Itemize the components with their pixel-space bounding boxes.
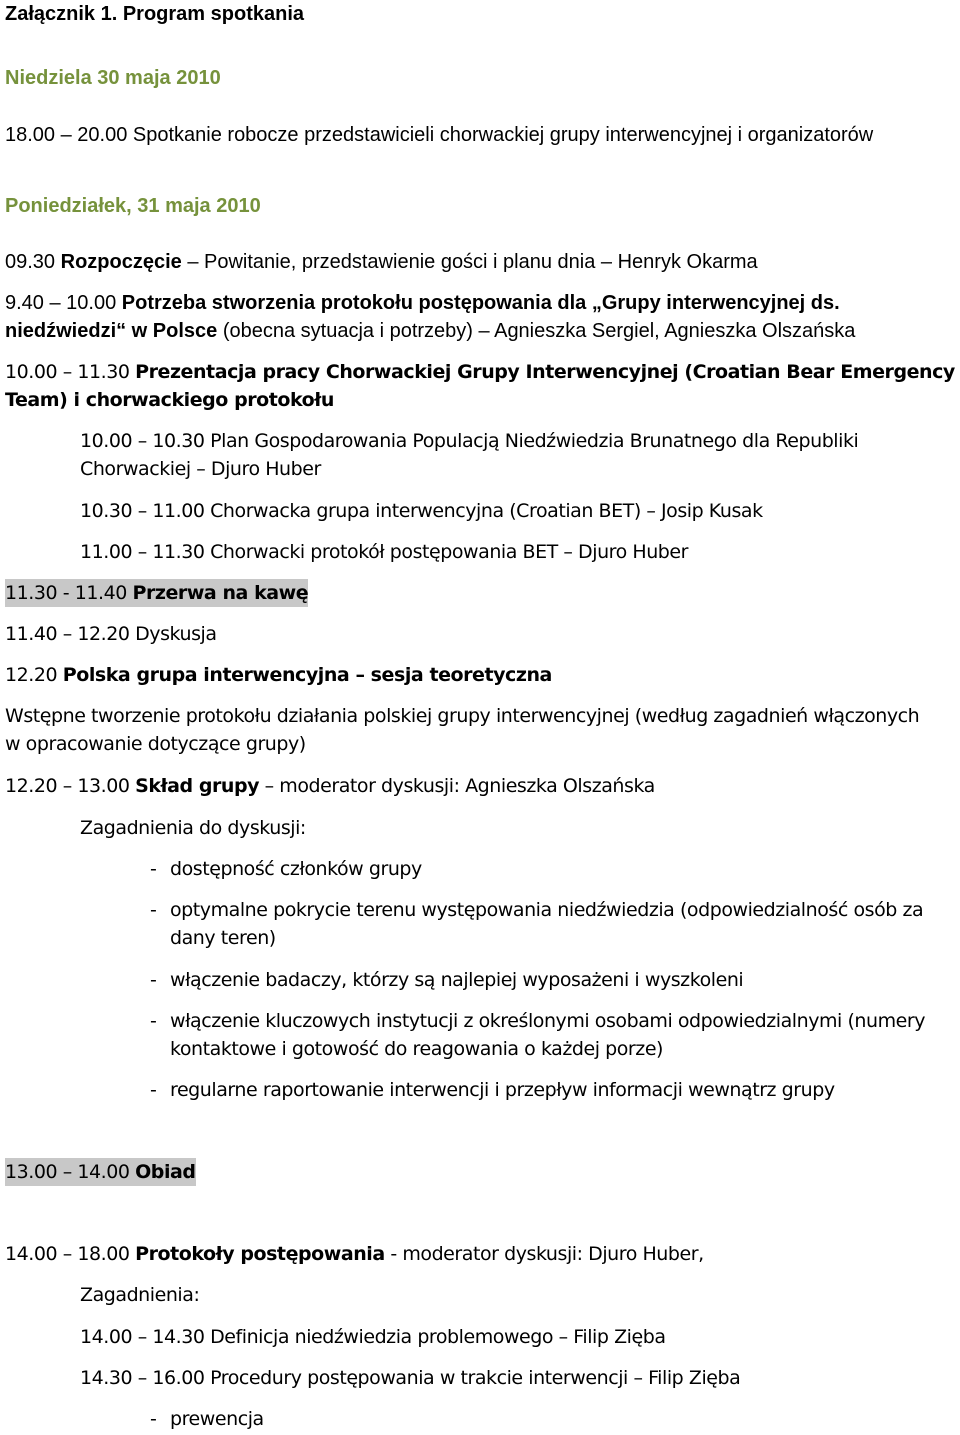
topics-label: Zagadnienia do dyskusji: xyxy=(80,817,306,839)
list-item-prevention: prewencja xyxy=(170,1408,264,1430)
session-title: Rozpoczęcie xyxy=(60,251,182,273)
session-description: Wstępne tworzenie protokołu działania polskiej grupy interwencyjnej (według zagadnień włączonych xyxy=(5,705,920,727)
session-title: Protokoły postępowania xyxy=(135,1243,385,1265)
list-bullet: - xyxy=(150,858,157,880)
session-title: Prezentacja pracy Chorwackiej Grupy Interwencyjnej (Croatian Bear Emergency xyxy=(135,361,955,383)
sub-item-problem-bear: 14.00 – 14.30 Definicja niedźwiedzia problemowego – Filip Zięba xyxy=(80,1326,666,1348)
list-item: optymalne pokrycie terenu występowania niedźwiedzia (odpowiedzialność osób za xyxy=(170,899,924,921)
agenda-item-protocol-need xyxy=(5,289,840,317)
list-bullet: - xyxy=(150,1010,157,1032)
list-item: włączenie badaczy, którzy są najlepiej wyposażeni i wyszkoleni xyxy=(170,969,744,991)
time: 11.30 - 11.40 xyxy=(5,582,127,604)
session-details: – Powitanie, przedstawienie gości i planu dnia – Henryk Okarma xyxy=(181,251,758,273)
time: 09.30 xyxy=(5,251,56,273)
list-item: regularne raportowanie interwencji i przepływ informacji wewnątrz grupy xyxy=(170,1079,835,1101)
agenda-item-discussion: 11.40 – 12.20 Dyskusja xyxy=(5,623,217,645)
agenda-item-protocols xyxy=(5,1240,704,1268)
sub-item-procedures: 14.30 – 16.00 Procedury postępowania w trakcie interwencji – Filip Zięba xyxy=(80,1367,741,1389)
list-bullet: - xyxy=(150,1079,157,1101)
session-title: Skład grupy xyxy=(135,775,260,797)
topics-label-2: Zagadnienia: xyxy=(80,1284,200,1306)
session-details: - moderator dyskusji: Djuro Huber, xyxy=(384,1243,704,1265)
session-details: – moderator dyskusji: Agnieszka Olszańska xyxy=(259,775,655,797)
session-title-cont: niedźwiedzi“ w Polsce xyxy=(5,320,218,342)
session-title: Obiad xyxy=(135,1161,196,1183)
list-bullet: - xyxy=(150,1408,157,1430)
list-item: włączenie kluczowych instytucji z określonymi osobami odpowiedzialnymi (numery xyxy=(170,1010,926,1032)
list-item-cont: dany teren) xyxy=(170,927,276,949)
session-description-cont: w opracowanie dotyczące grupy) xyxy=(5,733,306,755)
session-title: Polska grupa interwencyjna – sesja teoretyczna xyxy=(62,664,552,686)
page-title: Załącznik 1. Program spotkania xyxy=(5,3,304,25)
time: 9.40 – 10.00 xyxy=(5,292,117,314)
agenda-item-lunch xyxy=(5,1158,196,1186)
list-bullet: - xyxy=(150,899,157,921)
agenda-item-opening xyxy=(5,248,758,276)
time: 12.20 – 13.00 xyxy=(5,775,130,797)
time: 14.00 – 18.00 xyxy=(5,1243,130,1265)
list-item-cont: kontaktowe i gotowość do reagowania o każdej porze) xyxy=(170,1038,664,1060)
day-heading-sunday: Niedziela 30 maja 2010 xyxy=(5,67,221,89)
sub-item-bet-protocol: 11.00 – 11.30 Chorwacki protokół postępowania BET – Djuro Huber xyxy=(80,541,689,563)
sub-item-croatian-bet: 10.30 – 11.00 Chorwacka grupa interwencyjna (Croatian BET) – Josip Kusak xyxy=(80,500,763,522)
time: 12.20 xyxy=(5,664,58,686)
sub-item-management-plan: 10.00 – 10.30 Plan Gospodarowania Populacją Niedźwiedzia Brunatnego dla Republiki xyxy=(80,430,859,452)
list-item: dostępność członków grupy xyxy=(170,858,422,880)
agenda-item-working-meeting: 18.00 – 20.00 Spotkanie robocze przedstawicieli chorwackiej grupy interwencyjnej i organizatorów xyxy=(5,124,874,146)
session-title: Przerwa na kawę xyxy=(132,582,309,604)
session-title: Potrzeba stworzenia protokołu postępowania dla „Grupy interwencyjnej ds. xyxy=(121,292,840,314)
time: 13.00 – 14.00 xyxy=(5,1161,130,1183)
agenda-item-protocol-need-cont xyxy=(5,317,855,345)
day-heading-monday: Poniedziałek, 31 maja 2010 xyxy=(5,195,261,217)
sub-item-management-plan-cont: Chorwackiej – Djuro Huber xyxy=(80,458,321,480)
agenda-item-group-composition xyxy=(5,772,655,800)
agenda-item-polish-group xyxy=(5,661,552,689)
session-details: (obecna sytuacja i potrzeby) – Agnieszka Sergiel, Agnieszka Olszańska xyxy=(217,320,856,342)
time: 10.00 – 11.30 xyxy=(5,361,130,383)
list-bullet: - xyxy=(150,969,157,991)
agenda-item-coffee-break xyxy=(5,579,308,607)
agenda-item-croatian-presentation-cont: Team) i chorwackiego protokołu xyxy=(5,389,334,411)
agenda-item-croatian-presentation xyxy=(5,358,955,386)
